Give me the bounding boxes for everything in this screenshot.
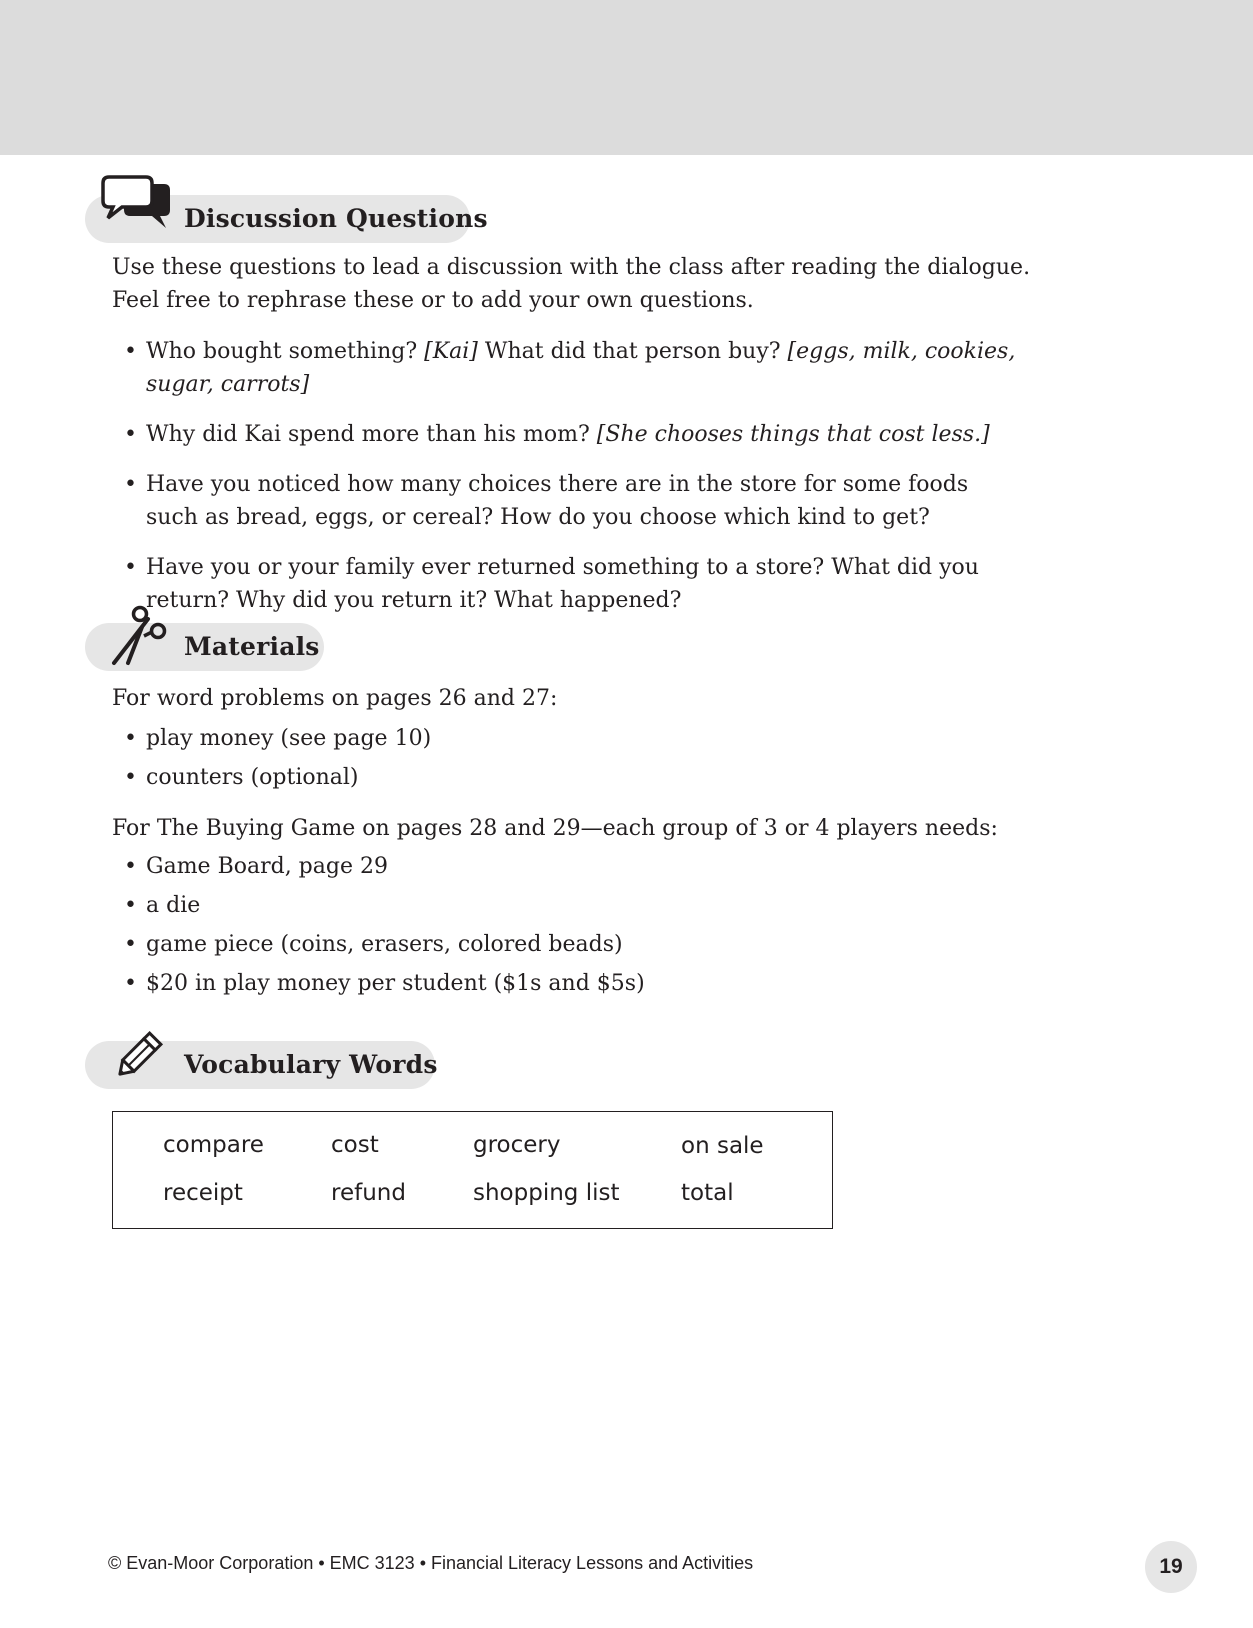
question-item: • Have you noticed how many choices there are in the store for some foods such as bread, eggs, or cereal? How do you choose which kind to get? [124, 468, 1026, 534]
discussion-intro: Use these questions to lead a discussion with the class after reading the dialogue. Feel free to rephrase these or to add your own questions. [112, 255, 1031, 313]
vocabulary-word: receipt [163, 1180, 243, 1206]
scissors-icon [106, 605, 168, 667]
vocabulary-word: grocery [473, 1132, 561, 1158]
materials-title: Materials [184, 632, 320, 661]
material-item: • Game Board, page 29 [124, 850, 1084, 883]
answer-text: [Kai] [424, 339, 478, 364]
answer-text: [She chooses things that cost less.] [596, 422, 990, 447]
material-item: • counters (optional) [124, 761, 1084, 794]
page-number: 19 [1145, 1541, 1197, 1593]
question-item: • Why did Kai spend more than his mom? [She chooses things that cost less.] [124, 418, 1084, 451]
material-item: • game piece (coins, erasers, colored beads) [124, 928, 1084, 961]
materials-intro-2: For The Buying Game on pages 28 and 29—each group of 3 or 4 players needs: [112, 816, 998, 841]
vocabulary-word: on sale [681, 1133, 764, 1159]
material-item: • play money (see page 10) [124, 722, 1084, 755]
materials-intro-1: For word problems on pages 26 and 27: [112, 686, 558, 711]
top-band [0, 0, 1253, 155]
speech-bubbles-icon [100, 174, 174, 234]
discussion-title: Discussion Questions [184, 204, 488, 233]
pencil-icon [110, 1026, 168, 1084]
question-item: • Who bought something? [Kai] What did that person buy? [eggs, milk, cookies, sugar, carrots] [124, 335, 1084, 401]
material-item: • $20 in play money per student ($1s and $5s) [124, 967, 1084, 1000]
vocabulary-word: compare [163, 1132, 264, 1158]
materials-list-2 [124, 850, 1084, 1006]
footer-copyright: © Evan-Moor Corporation • EMC 3123 • Financial Literacy Lessons and Activities [108, 1553, 754, 1573]
materials-list-1 [124, 722, 1084, 800]
vocabulary-word: shopping list [473, 1180, 620, 1206]
vocabulary-word: cost [331, 1132, 379, 1158]
vocabulary-word: total [681, 1180, 734, 1206]
discussion-question-list [124, 335, 1084, 634]
vocabulary-word: refund [331, 1180, 406, 1206]
vocabulary-title: Vocabulary Words [184, 1050, 438, 1079]
material-item: • a die [124, 889, 1084, 922]
answer-text: [eggs, milk, cookies, sugar, carrots] [146, 339, 1016, 397]
vocabulary-box [112, 1111, 833, 1229]
question-item: • Have you or your family ever returned something to a store? What did you return? Why did you return it? What happened? [124, 551, 996, 617]
